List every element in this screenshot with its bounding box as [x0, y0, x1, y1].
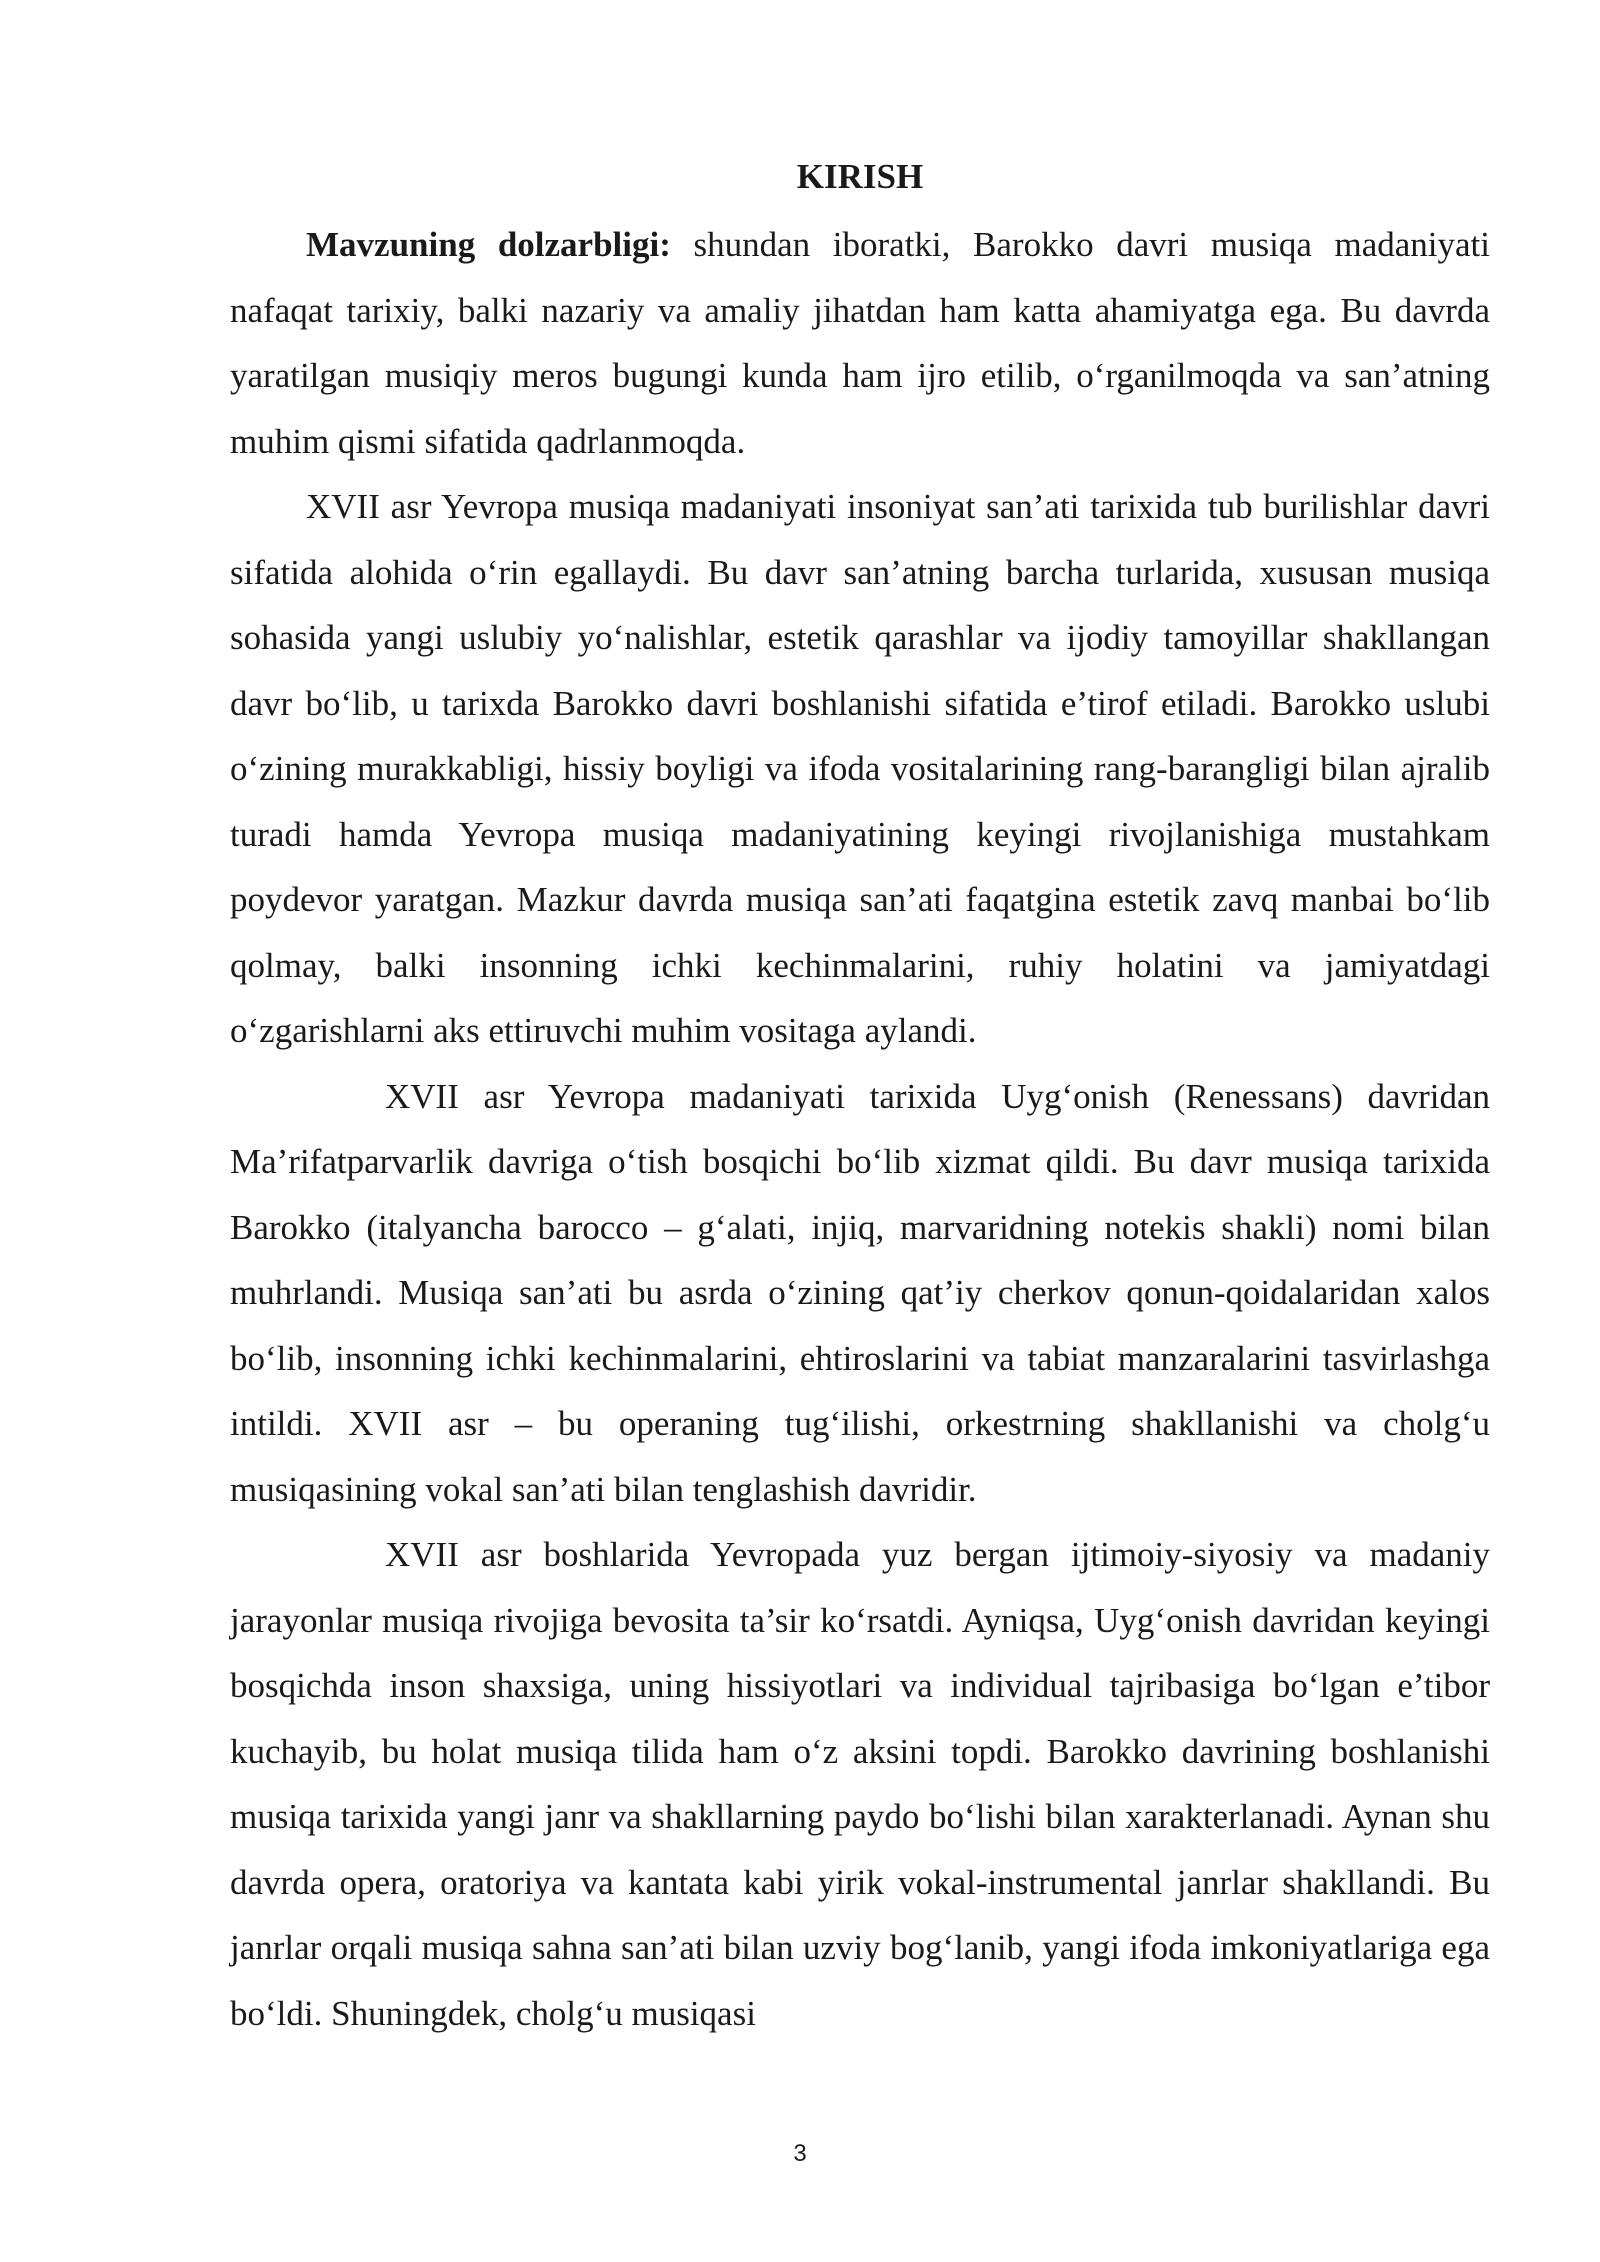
section-heading: KIRISH — [796, 157, 924, 196]
document-page — [230, 150, 1490, 2046]
paragraph-relevance — [230, 212, 1490, 474]
paragraph-social-influence: XVII asr boshlarida Yevropada yuz bergan ijtimoiy-siyosiy va madaniy jarayonlar musiqa rivojiga bevosita ta’sir ko‘rsatdi. Ayniqsa, Uyg‘onish davridan keyingi bosqichda inson shaxsiga, uning hissiyotlari va individual tajribasiga bo‘lgan e’tibor kuchayib, bu holat musiqa tilida ham o‘z aksini topdi. Barokko davrining boshlanishi musiqa tarixida yangi janr va shakllarning paydo bo‘lishi bilan xarakterlanadi. Aynan shu davrda opera, oratoriya va kantata kabi yirik vokal-instrumental janrlar shakllandi. Bu janrlar orqali musiqa sahna san’ati bilan uzviy bog‘lanib, yangi ifoda imkoniyatlariga ega bo‘ldi. Shuningdek, cholg‘u musiqasi — [230, 1535, 1490, 2033]
page-number: 3 — [793, 2140, 807, 2167]
paragraph-transition-period: XVII asr Yevropa madaniyati tarixida Uyg‘onish (Renessans) davridan Ma’rifatparvarlik davriga o‘tish bosqichi bo‘lib xizmat qildi. Bu davr musiqa tarixida Barokko (italyancha barocco – g‘alati, injiq, marvaridning notekis shakli) nomi bilan muhrlandi. Musiqa san’ati bu asrda o‘zining qat’iy cherkov qonun-qoidalaridan xalos bo‘lib, insonning ichki kechinmalarini, ehtiroslarini va tabiat manzaralarini tasvirlashga intildi. XVII asr – bu operaning tug‘ilishi, orkestrning shakllanishi va cholg‘u musiqasining vokal san’ati bilan tenglashish davridir. — [230, 1076, 1490, 1509]
paragraph-baroque-overview: XVII asr Yevropa musiqa madaniyati insoniyat san’ati tarixida tub burilishlar davri sifatida alohida o‘rin egallaydi. Bu davr san’atning barcha turlarida, xususan musiqa sohasida yangi uslubiy yo‘nalishlar, estetik qarashlar va ijodiy tamoyillar shakllangan davr bo‘lib, u tarixda Barokko davri boshlanishi sifatida e’tirof etiladi. Barokko uslubi o‘zining murakkabligi, hissiy boyligi va ifoda vositalarining rang-barangligi bilan ajralib turadi hamda Yevropa musiqa madaniyatining keyingi rivojlanishiga mustahkam poydevor yaratgan. Mazkur davrda musiqa san’ati faqatgina estetik zavq manbai bo‘lib qolmay, balki insonning ichki kechinmalarini, ruhiy holatini va jamiyatdagi o‘zgarishlarni aks ettiruvchi muhim vositaga aylandi. — [230, 487, 1490, 1050]
relevance-text: shundan iboratki, Barokko davri musiqa madaniyati nafaqat tarixiy, balki nazariy va amaliy jihatdan ham katta ahamiyatga ega. Bu davrda yaratilgan musiqiy meros bugungi kunda ham ijro etilib, o‘rganilmoqda va san’atning muhim qismi sifatida qadrlanmoqda. — [230, 225, 1490, 461]
relevance-lead: Mavzuning dolzarbligi: — [306, 225, 671, 264]
